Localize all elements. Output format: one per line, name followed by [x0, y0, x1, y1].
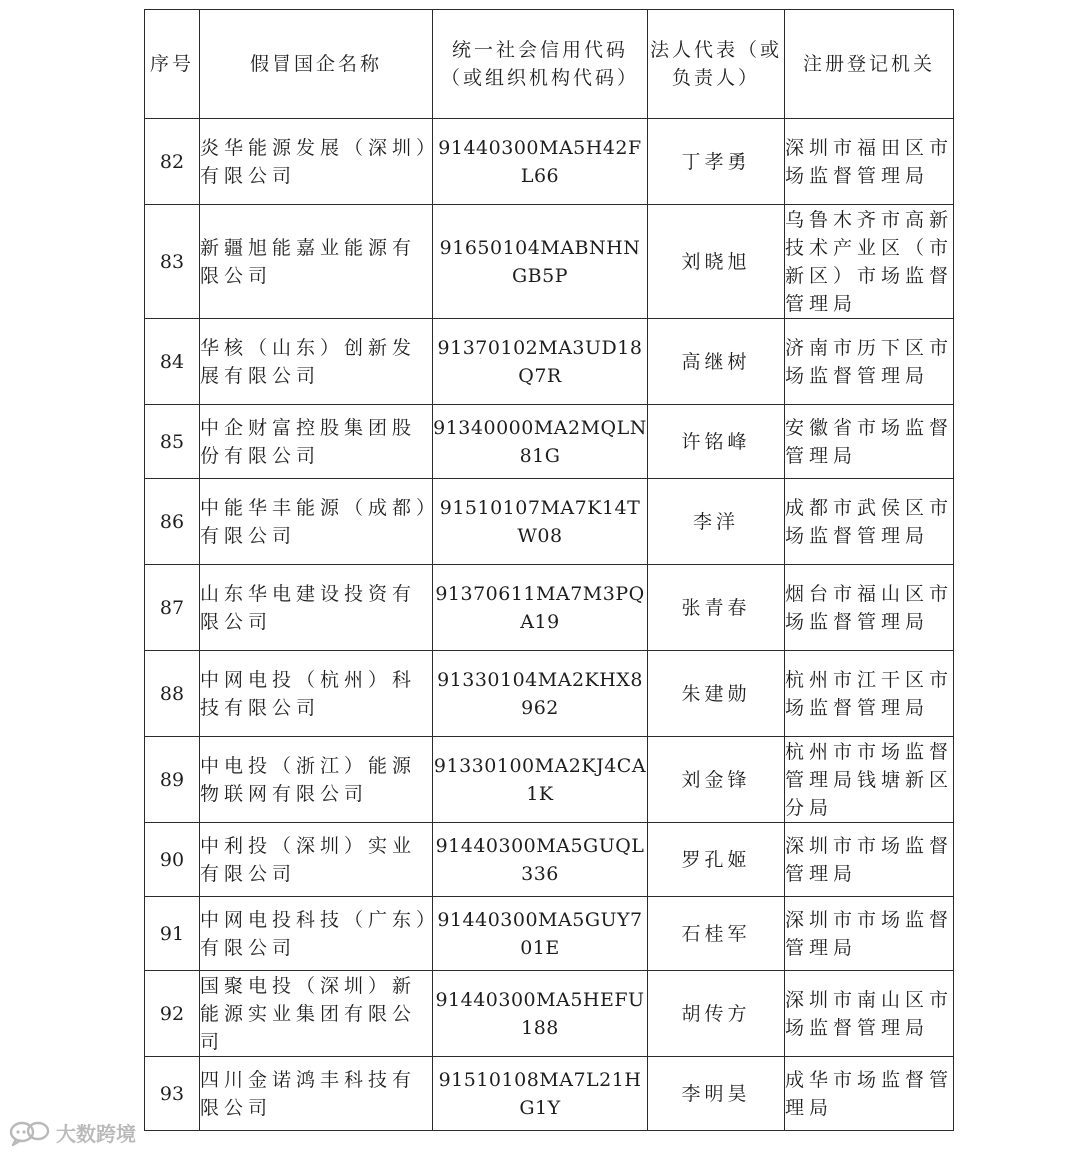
credit-code: 91510108MA7L21HG1Y: [433, 1057, 648, 1131]
table-row: [145, 1057, 954, 1131]
row-index: 86: [145, 479, 200, 565]
company-name: 华核（山东）创新发展有限公司: [200, 319, 433, 405]
company-name: 四川金诺鸿丰科技有限公司: [200, 1057, 433, 1131]
row-index: 92: [145, 971, 200, 1057]
counterfeit-soe-table: [144, 9, 954, 1131]
company-name: 国聚电投（深圳）新能源实业集团有限公司: [200, 971, 433, 1057]
row-index: 91: [145, 897, 200, 971]
table-row: [145, 119, 954, 205]
row-index: 83: [145, 205, 200, 319]
row-index: 87: [145, 565, 200, 651]
chat-bubble-logo-icon: [8, 1119, 52, 1147]
header-legal-rep: 法人代表（或负责人）: [648, 10, 785, 119]
table-row: [145, 823, 954, 897]
legal-rep: 李明昊: [648, 1057, 785, 1131]
company-name: 中利投（深圳）实业有限公司: [200, 823, 433, 897]
credit-code: 91370611MA7M3PQA19: [433, 565, 648, 651]
table-row: [145, 479, 954, 565]
credit-code: 91650104MABNHNGB5P: [433, 205, 648, 319]
legal-rep: 许铭峰: [648, 405, 785, 479]
legal-rep: 李洋: [648, 479, 785, 565]
company-name: 炎华能源发展（深圳）有限公司: [200, 119, 433, 205]
watermark: [8, 1118, 136, 1147]
company-name: 中电投（浙江）能源物联网有限公司: [200, 737, 433, 823]
credit-code: 91370102MA3UD18Q7R: [433, 319, 648, 405]
header-credit-code: 统一社会信用代码（或组织机构代码）: [433, 10, 648, 119]
credit-code: 91440300MA5HEFU188: [433, 971, 648, 1057]
registration-authority: 济南市历下区市场监督管理局: [785, 319, 954, 405]
registration-authority: 深圳市市场监督管理局: [785, 897, 954, 971]
row-index: 90: [145, 823, 200, 897]
credit-code: 91440300MA5GUQL336: [433, 823, 648, 897]
registration-authority: 深圳市南山区市场监督管理局: [785, 971, 954, 1057]
registration-authority: 深圳市福田区市场监督管理局: [785, 119, 954, 205]
row-index: 85: [145, 405, 200, 479]
table-header: [145, 10, 954, 119]
row-index: 93: [145, 1057, 200, 1131]
legal-rep: 罗孔姬: [648, 823, 785, 897]
row-index: 82: [145, 119, 200, 205]
legal-rep: 胡传方: [648, 971, 785, 1057]
company-name: 山东华电建设投资有限公司: [200, 565, 433, 651]
table-row: [145, 319, 954, 405]
table-row: [145, 565, 954, 651]
registration-authority: 成华市场监督管理局: [785, 1057, 954, 1131]
table-row: [145, 205, 954, 319]
company-name: 中网电投（杭州）科技有限公司: [200, 651, 433, 737]
registration-authority: 杭州市江干区市场监督管理局: [785, 651, 954, 737]
legal-rep: 石桂军: [648, 897, 785, 971]
registration-authority: 烟台市福山区市场监督管理局: [785, 565, 954, 651]
registration-authority: 杭州市市场监督管理局钱塘新区分局: [785, 737, 954, 823]
header-index: 序号: [145, 10, 200, 119]
header-company-name: 假冒国企名称: [200, 10, 433, 119]
company-name: 中网电投科技（广东）有限公司: [200, 897, 433, 971]
row-index: 88: [145, 651, 200, 737]
legal-rep: 刘晓旭: [648, 205, 785, 319]
credit-code: 91330104MA2KHX8962: [433, 651, 648, 737]
legal-rep: 张青春: [648, 565, 785, 651]
company-name: 中能华丰能源（成都）有限公司: [200, 479, 433, 565]
credit-code: 91510107MA7K14TW08: [433, 479, 648, 565]
table-row: [145, 737, 954, 823]
registration-authority: 成都市武侯区市场监督管理局: [785, 479, 954, 565]
table-row: [145, 651, 954, 737]
watermark-text: 大数跨境: [56, 1122, 136, 1146]
company-name: 新疆旭能嘉业能源有限公司: [200, 205, 433, 319]
table-row: [145, 897, 954, 971]
table-row: [145, 971, 954, 1057]
registration-authority: 乌鲁木齐市高新技术产业区（市新区）市场监督管理局: [785, 205, 954, 319]
credit-code: 91440300MA5GUY701E: [433, 897, 648, 971]
table-row: [145, 405, 954, 479]
credit-code: 91330100MA2KJ4CA1K: [433, 737, 648, 823]
registration-authority: 安徽省市场监督管理局: [785, 405, 954, 479]
credit-code: 91440300MA5H42FL66: [433, 119, 648, 205]
row-index: 84: [145, 319, 200, 405]
legal-rep: 朱建勋: [648, 651, 785, 737]
company-name: 中企财富控股集团股份有限公司: [200, 405, 433, 479]
legal-rep: 刘金锋: [648, 737, 785, 823]
row-index: 89: [145, 737, 200, 823]
credit-code: 91340000MA2MQLN81G: [433, 405, 648, 479]
registration-authority: 深圳市市场监督管理局: [785, 823, 954, 897]
legal-rep: 高继树: [648, 319, 785, 405]
header-registration-authority: 注册登记机关: [785, 10, 954, 119]
legal-rep: 丁孝勇: [648, 119, 785, 205]
